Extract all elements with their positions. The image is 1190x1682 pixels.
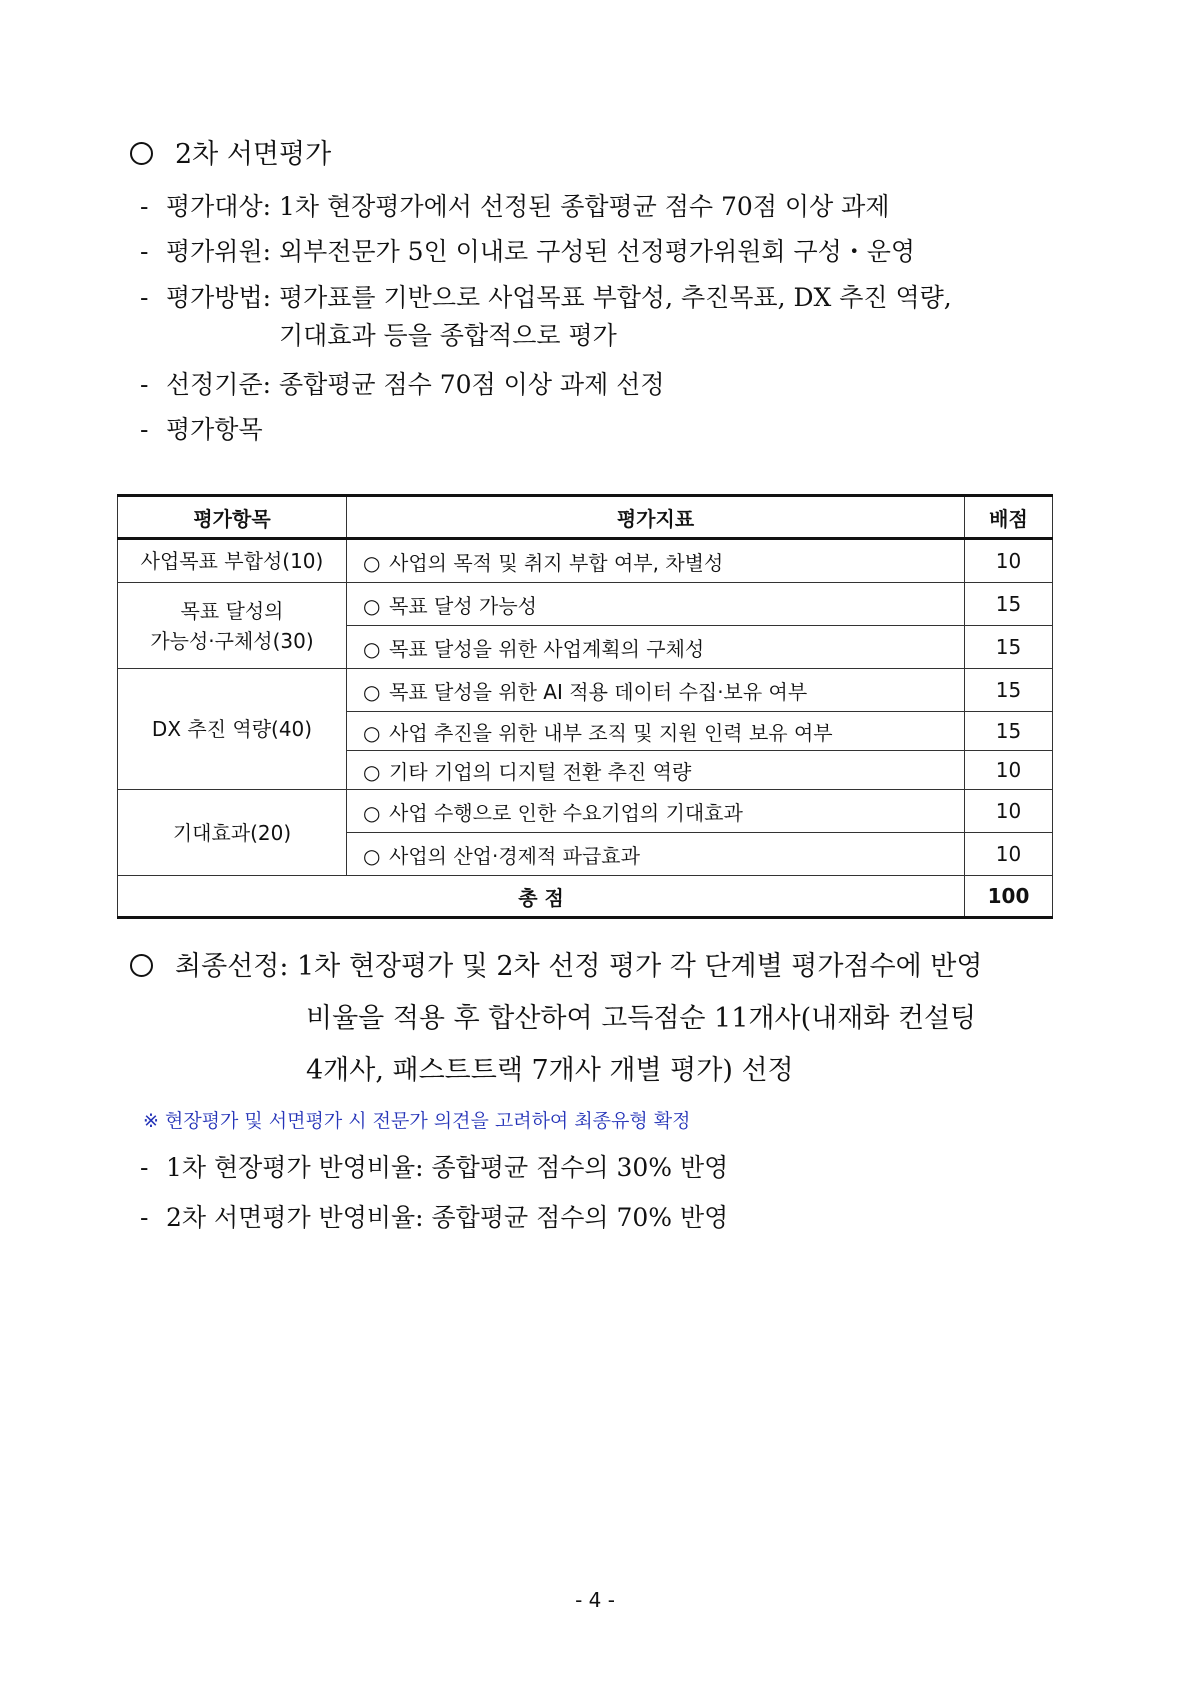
- table-row: [118, 790, 1053, 833]
- bullet-eval-target: - 평가대상: 1차 현장평가에서 선정된 종합평균 점수 70점 이상 과제: [140, 192, 890, 221]
- bullet-ratio-1st: - 1차 현장평가 반영비율: 종합평균 점수의 30% 반영: [140, 1153, 729, 1182]
- category-cell: 목표 달성의 가능성·구체성(30): [118, 583, 347, 669]
- circle-bullet-icon: [130, 142, 153, 165]
- bullet-eval-method: - 평가방법: 평가표를 기반으로 사업목표 부합성, 추진목표, DX 추진 역량,: [140, 283, 952, 312]
- total-score: 100: [965, 876, 1053, 918]
- section-title: 2차 서면평가: [175, 139, 332, 170]
- score-cell: 10: [965, 751, 1053, 790]
- indicator-cell: ○ 목표 달성을 위한 사업계획의 구체성: [347, 626, 965, 669]
- header-indicator: 평가지표: [347, 496, 965, 539]
- score-cell: 15: [965, 669, 1053, 712]
- bullet-eval-committee: - 평가위원: 외부전문가 5인 이내로 구성된 선정평가위원회 구성・운영: [140, 237, 916, 266]
- evaluation-table: [117, 494, 1053, 919]
- category-cell: 사업목표 부합성(10): [118, 539, 347, 583]
- bullet-ratio-2nd: - 2차 서면평가 반영비율: 종합평균 점수의 70% 반영: [140, 1203, 729, 1232]
- header-category: 평가항목: [118, 496, 347, 539]
- table-row: [118, 669, 1053, 712]
- indicator-cell: ○ 사업 수행으로 인한 수요기업의 기대효과: [347, 790, 965, 833]
- indicator-cell: ○ 목표 달성 가능성: [347, 583, 965, 626]
- score-cell: 15: [965, 712, 1053, 751]
- score-cell: 15: [965, 583, 1053, 626]
- table-header-row: [118, 496, 1053, 539]
- indicator-cell: ○ 목표 달성을 위한 AI 적용 데이터 수집·보유 여부: [347, 669, 965, 712]
- bullet-eval-method-cont: 기대효과 등을 종합적으로 평가: [279, 321, 617, 350]
- page-number: - 4 -: [575, 1588, 615, 1612]
- score-cell: 10: [965, 790, 1053, 833]
- total-label: 총 점: [118, 876, 965, 918]
- note-text: ※ 현장평가 및 서면평가 시 전문가 의견을 고려하여 최종유형 확정: [143, 1110, 691, 1132]
- score-cell: 10: [965, 539, 1053, 583]
- table-row: [118, 539, 1053, 583]
- final-selection-line3: 4개사, 패스트트랙 7개사 개별 평가) 선정: [306, 1055, 794, 1086]
- bullet-selection-criteria: - 선정기준: 종합평균 점수 70점 이상 과제 선정: [140, 370, 665, 399]
- header-score: 배점: [965, 496, 1053, 539]
- category-cell: 기대효과(20): [118, 790, 347, 876]
- table-total-row: [118, 876, 1053, 918]
- indicator-cell: ○ 사업의 산업·경제적 파급효과: [347, 833, 965, 876]
- indicator-cell: ○ 사업의 목적 및 취지 부합 여부, 차별성: [347, 539, 965, 583]
- indicator-cell: ○ 사업 추진을 위한 내부 조직 및 지원 인력 보유 여부: [347, 712, 965, 751]
- circle-bullet-icon: [130, 954, 153, 977]
- final-selection-line2: 비율을 적용 후 합산하여 고득점순 11개사(내재화 컨설팅: [306, 1003, 977, 1034]
- bullet-eval-items: - 평가항목: [140, 415, 263, 444]
- final-selection-line1: 최종선정: 1차 현장평가 및 2차 선정 평가 각 단계별 평가점수에 반영: [130, 944, 982, 983]
- score-cell: 15: [965, 626, 1053, 669]
- section-heading-2nd-eval: [130, 132, 331, 171]
- category-cell: DX 추진 역량(40): [118, 669, 347, 790]
- table-row: [118, 583, 1053, 626]
- indicator-cell: ○ 기타 기업의 디지털 전환 추진 역량: [347, 751, 965, 790]
- score-cell: 10: [965, 833, 1053, 876]
